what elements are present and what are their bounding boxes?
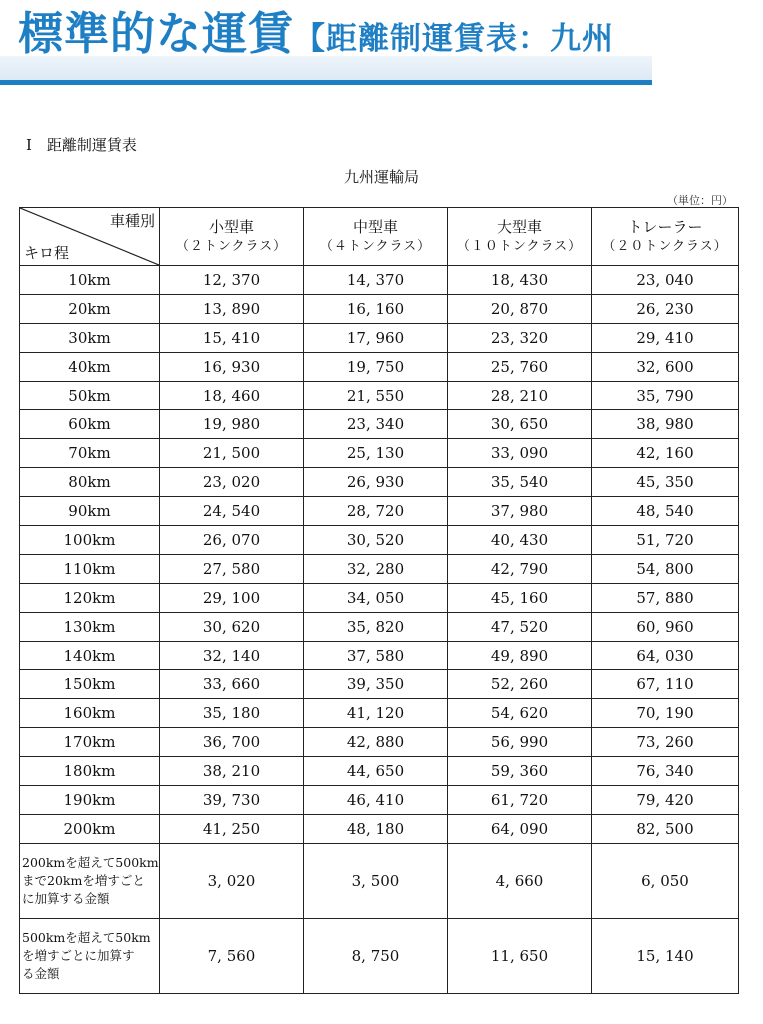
table-row [20, 352, 739, 381]
fare-cell: 38, 210 [160, 757, 304, 786]
fare-cell: 33, 090 [448, 439, 592, 468]
fare-cell: 34, 050 [304, 583, 448, 612]
page-banner [0, 0, 652, 88]
surcharge-fare-cell: 15, 140 [592, 918, 739, 993]
fare-cell: 37, 980 [448, 497, 592, 526]
surcharge-label-line: を増すごとに加算す [22, 947, 135, 963]
corner-cell [20, 208, 160, 266]
table-header-row [20, 208, 739, 266]
fare-cell: 32, 280 [304, 554, 448, 583]
distance-cell: 50km [20, 381, 160, 410]
surcharge-label-line: 500kmを超えて50km [22, 929, 151, 945]
distance-cell: 160km [20, 699, 160, 728]
fare-cell: 47, 520 [448, 612, 592, 641]
fare-cell: 15, 410 [160, 323, 304, 352]
table-row [20, 497, 739, 526]
table-row [20, 526, 739, 555]
distance-cell: 20km [20, 294, 160, 323]
banner-subtitle: 【距離制運賃表：九州 [294, 21, 615, 57]
table-row [20, 670, 739, 699]
fare-cell: 16, 930 [160, 352, 304, 381]
fare-cell: 12, 370 [160, 266, 304, 295]
fare-cell: 30, 620 [160, 612, 304, 641]
fare-cell: 23, 020 [160, 468, 304, 497]
fare-cell: 56, 990 [448, 728, 592, 757]
distance-cell: 120km [20, 583, 160, 612]
fare-cell: 27, 580 [160, 554, 304, 583]
fare-cell: 42, 160 [592, 439, 739, 468]
fare-cell: 40, 430 [448, 526, 592, 555]
table-row [20, 410, 739, 439]
fare-cell: 51, 720 [592, 526, 739, 555]
distance-cell: 60km [20, 410, 160, 439]
table-row [20, 641, 739, 670]
table-row [20, 266, 739, 295]
fare-cell: 24, 540 [160, 497, 304, 526]
fare-cell: 19, 980 [160, 410, 304, 439]
table-row [20, 323, 739, 352]
fare-cell: 26, 070 [160, 526, 304, 555]
unit-label: （単位：円） [667, 194, 733, 207]
column-class: （２０トンクラス） [602, 238, 728, 254]
column-name: トレーラー [627, 217, 703, 236]
table-row [20, 294, 739, 323]
fare-cell: 23, 320 [448, 323, 592, 352]
fare-cell: 46, 410 [304, 786, 448, 815]
fare-cell: 59, 360 [448, 757, 592, 786]
distance-cell: 130km [20, 612, 160, 641]
fare-cell: 35, 540 [448, 468, 592, 497]
fare-cell: 13, 890 [160, 294, 304, 323]
distance-cell: 190km [20, 786, 160, 815]
fare-cell: 73, 260 [592, 728, 739, 757]
fare-cell: 64, 030 [592, 641, 739, 670]
fare-cell: 41, 250 [160, 814, 304, 843]
distance-cell: 80km [20, 468, 160, 497]
fare-cell: 18, 460 [160, 381, 304, 410]
distance-cell: 200km [20, 814, 160, 843]
fare-cell: 39, 730 [160, 786, 304, 815]
column-header [160, 208, 304, 266]
distance-cell: 180km [20, 757, 160, 786]
table-row [20, 439, 739, 468]
fare-cell: 41, 120 [304, 699, 448, 728]
fare-cell: 25, 130 [304, 439, 448, 468]
distance-cell: 140km [20, 641, 160, 670]
column-class: （１０トンクラス） [456, 238, 583, 254]
surcharge-label-line: に加算する金額 [22, 890, 110, 906]
table-row [20, 814, 739, 843]
fare-cell: 20, 870 [448, 294, 592, 323]
fare-cell: 21, 500 [160, 439, 304, 468]
table-row [20, 612, 739, 641]
table-row [20, 554, 739, 583]
fare-cell: 49, 890 [448, 641, 592, 670]
fare-cell: 52, 260 [448, 670, 592, 699]
distance-cell: 30km [20, 323, 160, 352]
distance-cell: 70km [20, 439, 160, 468]
fare-cell: 21, 550 [304, 381, 448, 410]
fare-cell: 23, 340 [304, 410, 448, 439]
banner-underline [0, 80, 652, 85]
fare-cell: 18, 430 [448, 266, 592, 295]
fare-cell: 16, 160 [304, 294, 448, 323]
fare-cell: 39, 350 [304, 670, 448, 699]
fare-cell: 37, 580 [304, 641, 448, 670]
table-row [20, 786, 739, 815]
surcharge-label-line: まで20kmを増すごと [22, 872, 145, 888]
fare-cell: 33, 660 [160, 670, 304, 699]
fare-cell: 26, 930 [304, 468, 448, 497]
fare-cell: 54, 800 [592, 554, 739, 583]
fare-cell: 48, 180 [304, 814, 448, 843]
table-row [20, 757, 739, 786]
fare-cell: 23, 040 [592, 266, 739, 295]
column-class: （２トンクラス） [175, 238, 288, 254]
fare-cell: 60, 960 [592, 612, 739, 641]
fare-cell: 79, 420 [592, 786, 739, 815]
fare-cell: 19, 750 [304, 352, 448, 381]
fare-cell: 35, 790 [592, 381, 739, 410]
banner-main-title: 標準的な運賃 [18, 7, 295, 60]
column-class: （４トンクラス） [319, 238, 432, 254]
surcharge-fare-cell: 11, 650 [448, 918, 592, 993]
surcharge-fare-cell: 7, 560 [160, 918, 304, 993]
surcharge-fare-cell: 6, 050 [592, 843, 739, 918]
fare-cell: 32, 140 [160, 641, 304, 670]
fare-cell: 57, 880 [592, 583, 739, 612]
fare-cell: 30, 520 [304, 526, 448, 555]
fare-cell: 61, 720 [448, 786, 592, 815]
fare-cell: 30, 650 [448, 410, 592, 439]
fare-cell: 67, 110 [592, 670, 739, 699]
fare-cell: 48, 540 [592, 497, 739, 526]
fare-cell: 45, 350 [592, 468, 739, 497]
table-body [20, 266, 739, 994]
surcharge-row [20, 918, 739, 993]
column-name: 大型車 [496, 217, 542, 236]
surcharge-row [20, 843, 739, 918]
fare-cell: 70, 190 [592, 699, 739, 728]
section-title: Ⅰ 距離制運賃表 [26, 136, 137, 154]
column-header [592, 208, 739, 266]
surcharge-label-line: る金額 [22, 965, 60, 981]
fare-cell: 35, 180 [160, 699, 304, 728]
fare-cell: 54, 620 [448, 699, 592, 728]
banner-title [18, 4, 614, 74]
table-row [20, 699, 739, 728]
fare-cell: 17, 960 [304, 323, 448, 352]
surcharge-label-line: 200kmを超えて500km [22, 854, 159, 870]
fare-table [19, 207, 739, 994]
fare-cell: 42, 790 [448, 554, 592, 583]
table-row [20, 583, 739, 612]
surcharge-fare-cell: 8, 750 [304, 918, 448, 993]
fare-cell: 32, 600 [592, 352, 739, 381]
column-header [304, 208, 448, 266]
fare-cell: 45, 160 [448, 583, 592, 612]
surcharge-fare-cell: 3, 020 [160, 843, 304, 918]
table-row [20, 728, 739, 757]
surcharge-fare-cell: 3, 500 [304, 843, 448, 918]
distance-cell: 40km [20, 352, 160, 381]
fare-cell: 29, 100 [160, 583, 304, 612]
fare-cell: 36, 700 [160, 728, 304, 757]
bureau-name: 九州運輸局 [343, 168, 419, 186]
column-header [448, 208, 592, 266]
table-row [20, 468, 739, 497]
fare-cell: 14, 370 [304, 266, 448, 295]
corner-vehicle-label: 車種別 [109, 212, 155, 230]
fare-cell: 38, 980 [592, 410, 739, 439]
fare-cell: 82, 500 [592, 814, 739, 843]
fare-cell: 64, 090 [448, 814, 592, 843]
fare-cell: 25, 760 [448, 352, 592, 381]
distance-cell: 170km [20, 728, 160, 757]
distance-cell: 150km [20, 670, 160, 699]
distance-cell: 100km [20, 526, 160, 555]
fare-cell: 26, 230 [592, 294, 739, 323]
fare-cell: 28, 720 [304, 497, 448, 526]
surcharge-label-cell [20, 843, 160, 918]
distance-cell: 10km [20, 266, 160, 295]
distance-cell: 90km [20, 497, 160, 526]
column-name: 小型車 [208, 217, 254, 236]
column-name: 中型車 [352, 217, 398, 236]
table-row [20, 381, 739, 410]
fare-cell: 35, 820 [304, 612, 448, 641]
surcharge-label-cell [20, 918, 160, 993]
distance-cell: 110km [20, 554, 160, 583]
corner-distance-label: キロ程 [24, 244, 70, 262]
fare-cell: 44, 650 [304, 757, 448, 786]
surcharge-fare-cell: 4, 660 [448, 843, 592, 918]
fare-cell: 28, 210 [448, 381, 592, 410]
fare-cell: 42, 880 [304, 728, 448, 757]
fare-cell: 76, 340 [592, 757, 739, 786]
fare-cell: 29, 410 [592, 323, 739, 352]
